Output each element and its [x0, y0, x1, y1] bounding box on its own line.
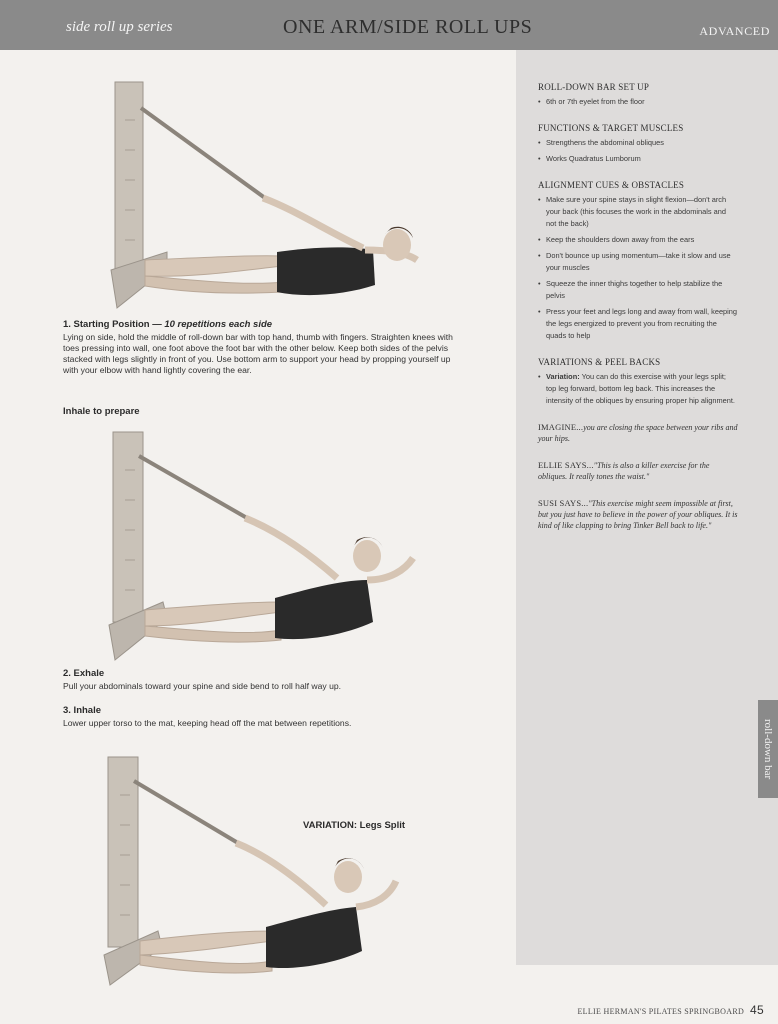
sidebar-content [538, 82, 738, 547]
functions-heading: FUNCTIONS & TARGET MUSCLES [538, 123, 684, 133]
level-badge: ADVANCED [699, 24, 770, 38]
page-title: ONE ARM/SIDE ROLL UPS [283, 16, 533, 38]
section-tab [758, 700, 778, 798]
alignment-item: • Press your feet and legs long and away from wall, keeping the legs energized to prevent you from recruiting the quads to help [538, 306, 738, 342]
alignment-item: • Keep the shoulders down away from the ears [538, 234, 738, 246]
inhale-prepare: Inhale to prepare [63, 406, 140, 417]
step-2-title: 2. Exhale [63, 668, 105, 679]
variations-section [538, 357, 738, 407]
exercise-photo-start [105, 80, 435, 315]
functions-item: • Strengthens the abdominal obliques [538, 137, 738, 149]
page-number: 45 [750, 1003, 764, 1017]
section-tab-label: roll-down bar [762, 718, 774, 780]
alignment-section [538, 180, 738, 342]
alignment-item: • Make sure your spine stays in slight flexion—don't arch your back (this focuses the work in the abdominals and not the back) [538, 194, 738, 230]
variations-heading: VARIATIONS & PEEL BACKS [538, 357, 661, 367]
step-3-body: Lower upper torso to the mat, keeping head off the mat between repetitions. [63, 718, 352, 728]
alignment-item: • Squeeze the inner thighs together to help stabilize the pelvis [538, 278, 738, 302]
page-header [0, 0, 778, 50]
functions-section [538, 123, 738, 165]
exercise-photo-exhale [105, 430, 435, 665]
ellie-says-note: ELLIE SAYS..."This is also a killer exercise for the obliques. It really tones the waist." [538, 460, 710, 481]
alignment-heading: ALIGNMENT CUES & OBSTACLES [538, 180, 685, 190]
setup-section [538, 82, 738, 108]
imagine-note: IMAGINE...you are closing the space between your ribs and your hips. [538, 422, 738, 443]
variation-label: VARIATION: Legs Split [303, 820, 406, 831]
book-title: ELLIE HERMAN'S PILATES SPRINGBOARD [577, 1007, 745, 1016]
setup-heading: ROLL-DOWN BAR SET UP [538, 82, 650, 92]
step-1-title: 1. Starting Position — 10 repetitions each side [63, 319, 273, 330]
step-2-body: Pull your abdominals toward your spine and side bend to roll half way up. [63, 681, 342, 691]
step-1-body: Lying on side, hold the middle of roll-down bar with top hand, thumb with fingers. Straighten knees with toes pressing into wall, one foot above the foot bar with the other below. Keep both sides of the pelvis stacked with legs slightly in front of you. Use bottom arm to support your head by propping yourself up with your elbow with hand lightly covering the ear. [63, 332, 453, 375]
variations-item: • Variation: You can do this exercise with your legs split; top leg forward, bottom leg back. This increases the intensity of the obliques by ensuring proper hip alignment. [538, 371, 738, 407]
exercise-photo-variation [100, 755, 420, 990]
step-1-reps: 10 repetitions each side [164, 319, 273, 330]
alignment-item: • Don't bounce up using momentum—take it slow and use your muscles [538, 250, 738, 274]
page-footer [578, 1003, 765, 1017]
step-3-title: 3. Inhale [63, 705, 102, 716]
functions-item: • Works Quadratus Lumborum [538, 153, 738, 165]
setup-item: • 6th or 7th eyelet from the floor [538, 96, 738, 108]
series-title: side roll up series [66, 19, 173, 35]
susi-says-note: SUSI SAYS..."This exercise might seem impossible at first, but you just have to believe in the power of your obliques. It is kind of like clapping to bring Tinker Bell back to life." [538, 498, 738, 530]
